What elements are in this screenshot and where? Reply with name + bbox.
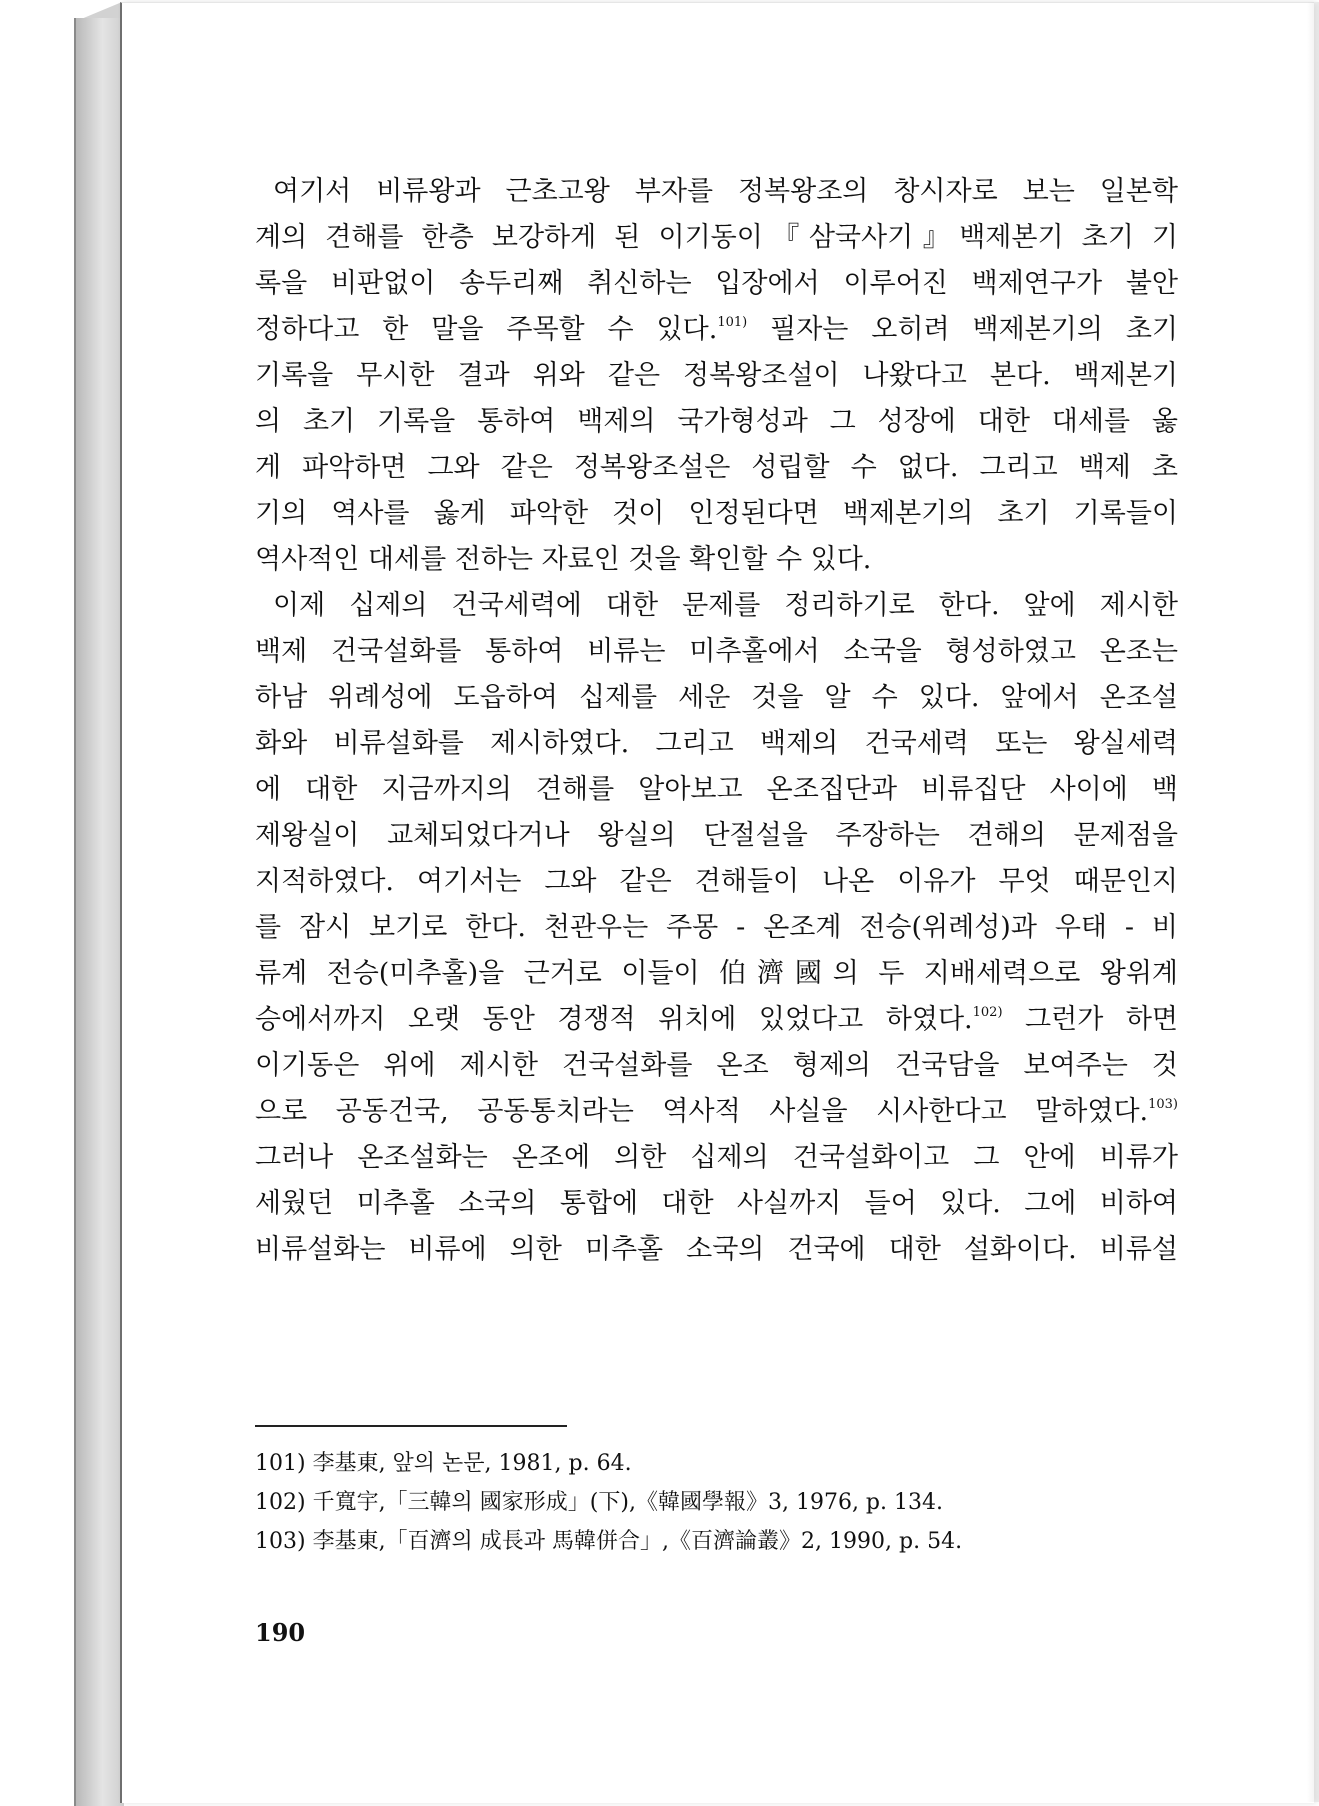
body-text xyxy=(255,169,1178,1273)
text-segment: 승에서까지 오랫 동안 경쟁적 위치에 있었다고 하였다. xyxy=(255,1004,973,1035)
text-line: 역사적인 대세를 전하는 자료인 것을 확인할 수 있다. xyxy=(255,544,872,575)
text-line: 이기동은 위에 제시한 건국설화를 온조 형제의 건국담을 보여주는 것 xyxy=(255,1050,1178,1081)
text-line: 에 대한 지금까지의 견해를 알아보고 온조집단과 비류집단 사이에 백 xyxy=(255,774,1178,805)
text-line: 화와 비류설화를 제시하였다. 그리고 백제의 건국세력 또는 왕실세력 xyxy=(255,728,1178,759)
book-spine-edge xyxy=(74,18,124,1806)
text-line: 류계 전승(미추홀)을 근거로 이들이 伯濟國의 두 지배세력으로 왕위계 xyxy=(255,958,1178,989)
text-line: 비류설화는 비류에 의한 미추홀 소국의 건국에 대한 설화이다. 비류설 xyxy=(255,1234,1178,1265)
text-line xyxy=(255,1089,1178,1135)
footnote-102: 102) 千寬宇,「三韓의 國家形成」(下),《韓國學報》3, 1976, p. 134. xyxy=(255,1490,943,1515)
text-line xyxy=(255,997,1178,1043)
text-line: 계의 견해를 한층 보강하게 된 이기동이『삼국사기』백제본기 초기 기 xyxy=(255,222,1178,253)
text-segment: 으로 공동건국, 공동통치라는 역사적 사실을 시사한다고 말하였다. xyxy=(255,1096,1149,1127)
text-line: 백제 건국설화를 통하여 비류는 미추홀에서 소국을 형성하였고 온조는 xyxy=(255,636,1178,667)
text-line: 를 잠시 보기로 한다. 천관우는 주몽 - 온조계 전승(위례성)과 우태 - 비 xyxy=(255,912,1178,943)
text-line: 그러나 온조설화는 온조에 의한 십제의 건국설화이고 그 안에 비류가 xyxy=(255,1142,1178,1173)
text-line: 의 초기 기록을 통하여 백제의 국가형성과 그 성장에 대한 대세를 옳 xyxy=(255,406,1178,437)
text-line: 이제 십제의 건국세력에 대한 문제를 정리하기로 한다. 앞에 제시한 xyxy=(273,590,1178,621)
footnote-ref-103[interactable]: 103) xyxy=(1148,1097,1178,1112)
footnote-ref-102[interactable]: 102) xyxy=(972,1005,1003,1020)
text-line: 록을 비판없이 송두리째 취신하는 입장에서 이루어진 백제연구가 불안 xyxy=(255,268,1178,299)
text-segment: 정하다고 한 말을 주목할 수 있다. xyxy=(255,314,718,345)
footnote-ref-101[interactable]: 101) xyxy=(717,315,748,330)
text-segment: 필자는 오히려 백제본기의 초기 xyxy=(747,314,1178,345)
text-line: 지적하였다. 여기서는 그와 같은 견해들이 나온 이유가 무엇 때문인지 xyxy=(255,866,1178,897)
text-line: 여기서 비류왕과 근초고왕 부자를 정복왕조의 창시자로 보는 일본학 xyxy=(273,176,1178,207)
text-line: 게 파악하면 그와 같은 정복왕조설은 성립할 수 없다. 그리고 백제 초 xyxy=(255,452,1178,483)
footnote-separator xyxy=(255,1425,567,1427)
text-line: 세웠던 미추홀 소국의 통합에 대한 사실까지 들어 있다. 그에 비하여 xyxy=(255,1188,1178,1219)
paragraph-1 xyxy=(255,169,1178,583)
page-number: 190 xyxy=(255,1618,306,1647)
text-line: 기록을 무시한 결과 위와 같은 정복왕조설이 나왔다고 본다. 백제본기 xyxy=(255,360,1178,391)
footnote-101: 101) 李基東, 앞의 논문, 1981, p. 64. xyxy=(255,1451,632,1476)
text-line: 기의 역사를 옳게 파악한 것이 인정된다면 백제본기의 초기 기록들이 xyxy=(255,498,1178,529)
text-line xyxy=(255,307,1178,353)
footnote-103: 103) 李基東,「百濟의 成長과 馬韓併合」,《百濟論叢》2, 1990, p. 54. xyxy=(255,1529,963,1554)
footnotes xyxy=(255,1444,1155,1561)
paragraph-2 xyxy=(255,583,1178,1273)
text-segment: 그런가 하면 xyxy=(1002,1004,1179,1035)
text-line: 제왕실이 교체되었다거나 왕실의 단절설을 주장하는 견해의 문제점을 xyxy=(255,820,1178,851)
text-line: 하남 위례성에 도읍하여 십제를 세운 것을 알 수 있다. 앞에서 온조설 xyxy=(255,682,1178,713)
page-edge-shadow xyxy=(1307,2,1319,1802)
